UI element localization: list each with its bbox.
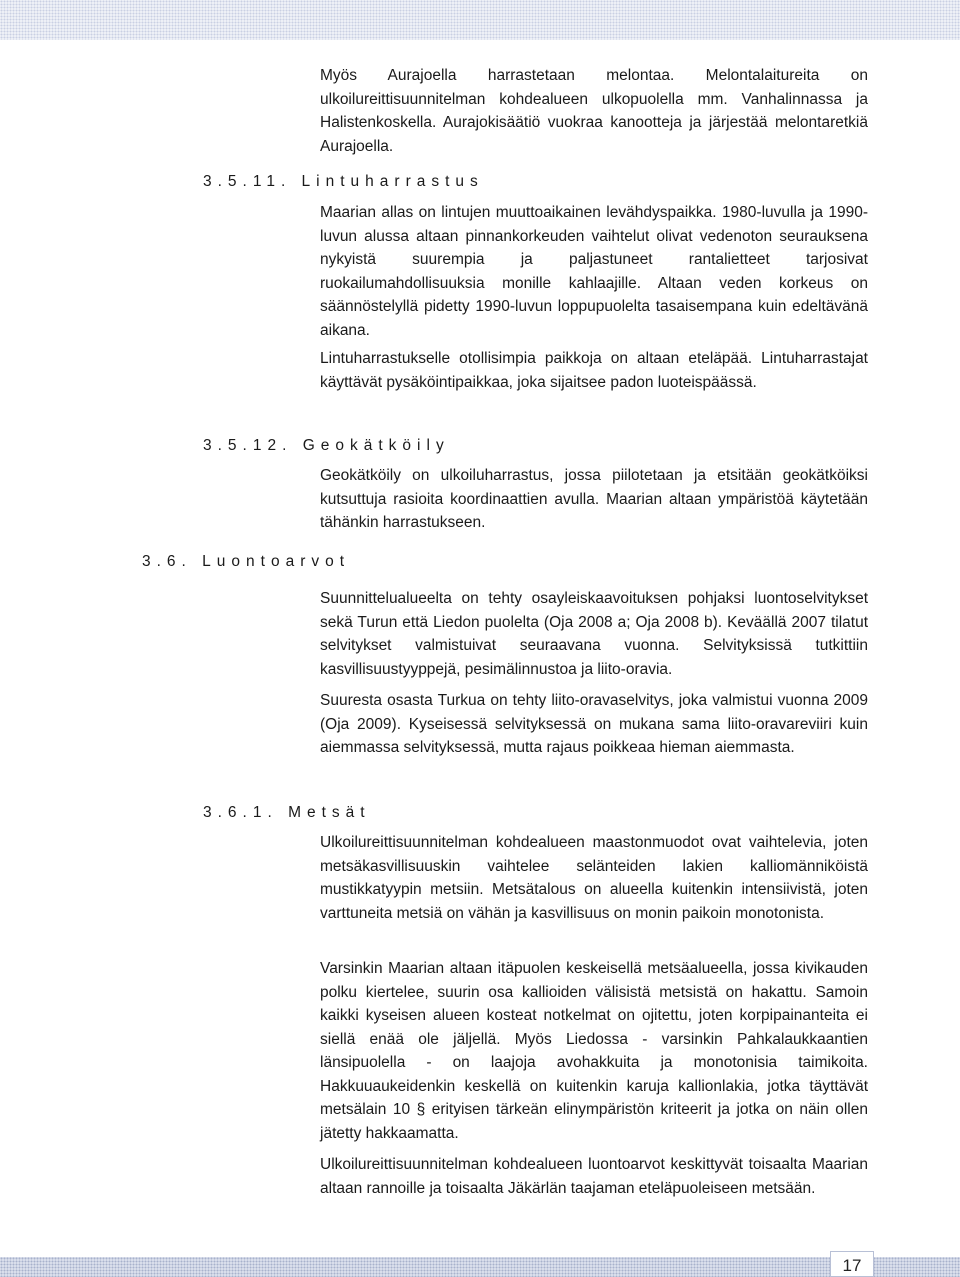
paragraph-lintu-2: Lintuharrastukselle otollisimpia paikkoja on altaan eteläpää. Lintuharrastajat käyttävät pysäköintipaikkaa, joka sijaitsee padon luoteispäässä. xyxy=(320,350,868,391)
heading-3-5-12: 3.5.12. Geokätköily xyxy=(203,437,450,454)
heading-3-6: 3.6. Luontoarvot xyxy=(142,553,351,570)
paragraph-luonto-1: Suunnittelualueelta on tehty osayleiskaavoituksen pohjaksi luontoselvitykset sekä Turun että Liedon puolelta (Oja 2008 a; Oja 2008 b). Keväällä 2007 tilatut selvitykset valmistuivat seuraavana vuonna. Selvityksissä tutkittiin kasvillisuustyyppejä, pesimälinnustoa ja liito-oravia. xyxy=(320,590,868,678)
top-decorative-band xyxy=(0,0,960,40)
paragraph-metsat-3: Ulkoilureittisuunnitelman kohdealueen luontoarvot keskittyvät toisaalta Maarian altaan rannoille ja toisaalta Jäkärlän taajaman eteläpuoleiseen metsään. xyxy=(320,1156,868,1197)
paragraph-luonto-2: Suuresta osasta Turkua on tehty liito-oravaselvitys, joka valmistui vuonna 2009 (Oja 2009). Kyseisessä selvityksessä on mukana sama liito-oravareviiri kuin aiemmassa selvityksessä, mutta rajaus poikkeaa hieman aiemmasta. xyxy=(320,692,868,756)
paragraph-geo-1: Geokätköily on ulkoiluharrastus, jossa piilotetaan ja etsitään geokätköiksi kutsuttuja rasioita koordinaattien avulla. Maarian altaan ympäristöä käytetään tähänkin harrastukseen. xyxy=(320,467,868,531)
heading-3-5-11: 3.5.11. Lintuharrastus xyxy=(203,173,484,190)
bottom-decorative-band xyxy=(0,1257,960,1277)
paragraph-lintu-1: Maarian allas on lintujen muuttoaikainen levähdyspaikka. 1980-luvulla ja 1990-luvun alussa altaan pinnankorkeuden vaihtelut olivat vedenoton seurauksena nykyistä suurempia ja paljastuneet rantalietteet tarjosivat ruokailumahdollisuuksia monille kahlaajille. Altaan veden korkeus on säännöstelyllä pidetty 1990-luvun loppupuolelta tasaisempana kuin edeltävänä aikana. xyxy=(320,204,868,339)
paragraph-melonta: Myös Aurajoella harrastetaan melontaa. Melontalaitureita on ulkoilureittisuunnitelman kohdealueen ulkopuolella mm. Vanhalinnassa ja Halistenkoskella. Aurajokisäätiö vuokraa kanootteja ja järjestää melontaretkiä Aurajoella. xyxy=(320,67,868,155)
paragraph-metsat-1: Ulkoilureittisuunnitelman kohdealueen maastonmuodot ovat vaihtelevia, joten metsäkasvillisuuskin vaihtelee selänteiden lakien kalliomänniköistä mustikkatyypin metsiin. Metsätalous on alueella kuitenkin intensiivistä, joten varttuneita metsiä on vähän ja kasvillisuus on monin paikoin monotonista. xyxy=(320,834,868,922)
heading-3-6-1: 3.6.1. Metsät xyxy=(203,804,371,821)
page-number-box xyxy=(830,1251,874,1277)
paragraph-metsat-2: Varsinkin Maarian altaan itäpuolen keskeisellä metsäalueella, jossa kivikauden polku kiertelee, suurin osa kallioiden välisistä metsistä on hakattu. Samoin kaikki kyseisen alueen kosteat notkelmat on ojitettu, joten korpipainanteita ei siellä enää ole jäljellä. Myös Liedossa - varsinkin Pahkalaukkaantien länsipuolella - on laajoja avohakkuita ja monotonisia taimikoita. Hakkuuaukeidenkin keskellä on kuitenkin karuja kallionlakia, jotka täyttävät metsälain 10 § erityisen tärkeän elinympäristön kriteerit ja jotka on näin ollen jätetty hakkaamatta. xyxy=(320,960,868,1142)
page-number: 17 xyxy=(842,1256,862,1275)
